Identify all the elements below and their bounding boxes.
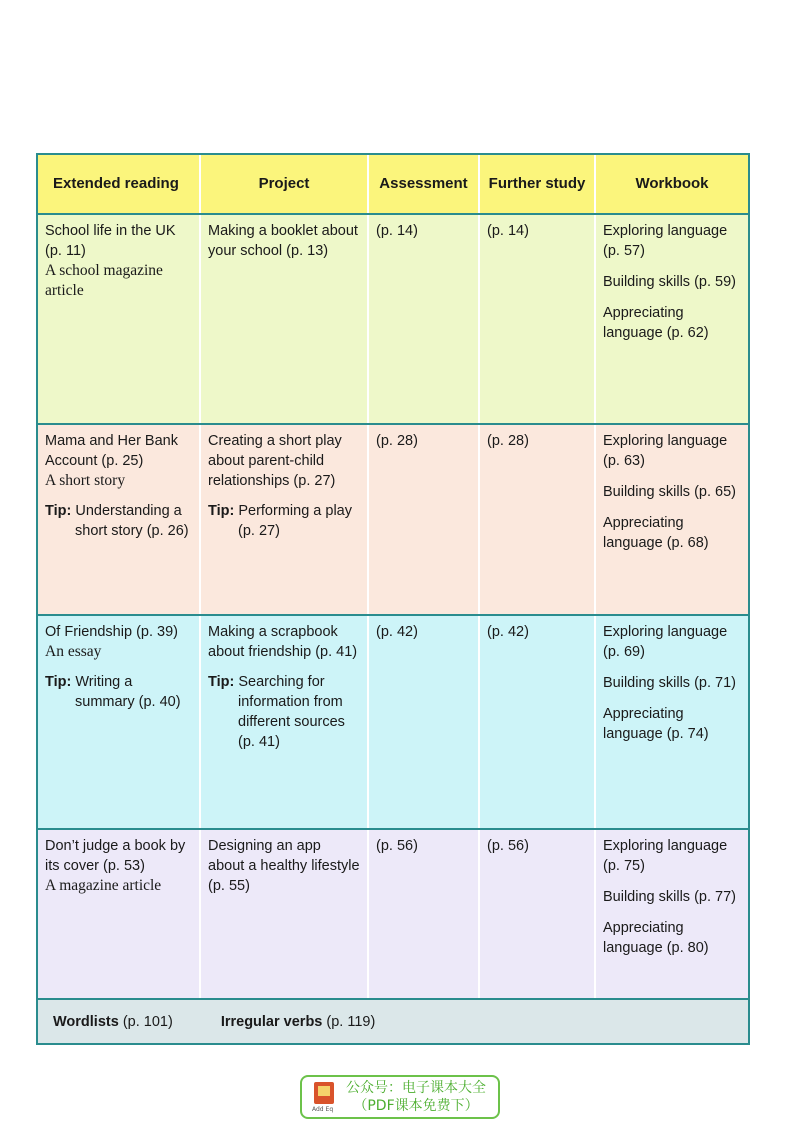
reading-genre: An essay: [45, 643, 102, 660]
tip-text: Performing a play (p. 27): [238, 503, 352, 539]
reading-cell: [38, 425, 201, 614]
reading-cell: [38, 215, 201, 423]
workbook-item: Exploring language (p. 57): [603, 223, 728, 259]
table-row: [38, 215, 748, 423]
reading-tip: [45, 501, 192, 541]
reading-title: Of Friendship (p. 39): [45, 624, 178, 640]
reading-genre: A short story: [45, 472, 126, 489]
project-text: Making a scrapbook about friendship (p. 41): [208, 624, 358, 660]
watermark-line-2: （PDF课本免费下）: [353, 1098, 479, 1114]
further-study-cell: (p. 14): [480, 215, 596, 423]
workbook-item: Building skills (p. 59): [603, 274, 736, 290]
irregular-verbs-page: (p. 119): [326, 1013, 376, 1030]
book-icon-caption: Add Eq: [312, 1106, 334, 1113]
header-extended-reading: Extended reading: [38, 155, 201, 213]
project-text: Making a booklet about your school (p. 13): [208, 223, 358, 259]
header-further-study: Further study: [480, 155, 596, 213]
table-row: [38, 614, 748, 828]
watermark-line-1: 公众号：电子课本大全: [346, 1080, 486, 1096]
workbook-item: Exploring language (p. 75): [603, 838, 728, 874]
workbook-item: Exploring language (p. 69): [603, 624, 728, 660]
wordlists-entry: [53, 1014, 173, 1030]
assessment-cell: (p. 14): [369, 215, 480, 423]
irregular-verbs-label: Irregular verbs: [220, 1013, 323, 1030]
workbook-item: Building skills (p. 71): [603, 675, 736, 691]
table-footer: [38, 998, 748, 1043]
table-header: [38, 155, 748, 215]
project-tip: [208, 501, 360, 541]
reading-cell: [38, 616, 201, 828]
watermark-text: [346, 1079, 486, 1115]
project-cell: [201, 616, 369, 828]
reading-title: Don’t judge a book by its cover (p. 53): [45, 838, 186, 874]
reading-cell: [38, 830, 201, 998]
workbook-item: Building skills (p. 65): [603, 484, 736, 500]
tip-text: Understanding a short story (p. 26): [75, 503, 189, 539]
reading-title: School life in the UK (p. 11): [45, 223, 176, 259]
assessment-cell: (p. 42): [369, 616, 480, 828]
tip-text: Writing a summary (p. 40): [75, 674, 181, 710]
reading-genre: A magazine article: [45, 877, 162, 894]
workbook-item: Appreciating language (p. 68): [603, 515, 709, 551]
tip-label: Tip:: [208, 503, 235, 519]
tip-text: Searching for information from different sources (p. 41): [238, 674, 345, 750]
header-project: Project: [201, 155, 369, 213]
assessment-cell: (p. 56): [369, 830, 480, 998]
workbook-cell: [596, 425, 748, 614]
header-assessment: Assessment: [369, 155, 480, 213]
irregular-verbs-entry: [221, 1014, 376, 1030]
workbook-item: Appreciating language (p. 62): [603, 305, 709, 341]
book-icon: [312, 1080, 338, 1114]
workbook-cell: [596, 616, 748, 828]
project-cell: [201, 425, 369, 614]
project-cell: [201, 215, 369, 423]
tip-label: Tip:: [208, 674, 235, 690]
workbook-item: Appreciating language (p. 74): [603, 706, 709, 742]
project-text: Creating a short play about parent-child relationships (p. 27): [208, 433, 342, 489]
wordlists-label: Wordlists: [53, 1013, 119, 1030]
reading-genre: A school magazine article: [45, 262, 163, 299]
workbook-cell: [596, 830, 748, 998]
reading-tip: [45, 672, 192, 712]
contents-table: [36, 153, 750, 1045]
workbook-cell: [596, 215, 748, 423]
assessment-cell: (p. 28): [369, 425, 480, 614]
project-text: Designing an app about a healthy lifestyle (p. 55): [208, 838, 360, 894]
further-study-cell: (p. 42): [480, 616, 596, 828]
reading-title: Mama and Her Bank Account (p. 25): [45, 433, 178, 469]
project-tip: [208, 672, 360, 752]
wordlists-page: (p. 101): [122, 1013, 173, 1030]
watermark-badge: [300, 1075, 500, 1119]
workbook-item: Building skills (p. 77): [603, 889, 736, 905]
header-workbook: Workbook: [635, 175, 709, 192]
table-row: [38, 828, 748, 998]
workbook-item: Exploring language (p. 63): [603, 433, 728, 469]
workbook-item: Appreciating language (p. 80): [603, 920, 709, 956]
further-study-cell: (p. 56): [480, 830, 596, 998]
project-cell: [201, 830, 369, 998]
tip-label: Tip:: [45, 503, 72, 519]
tip-label: Tip:: [45, 674, 72, 690]
table-row: [38, 423, 748, 614]
further-study-cell: (p. 28): [480, 425, 596, 614]
